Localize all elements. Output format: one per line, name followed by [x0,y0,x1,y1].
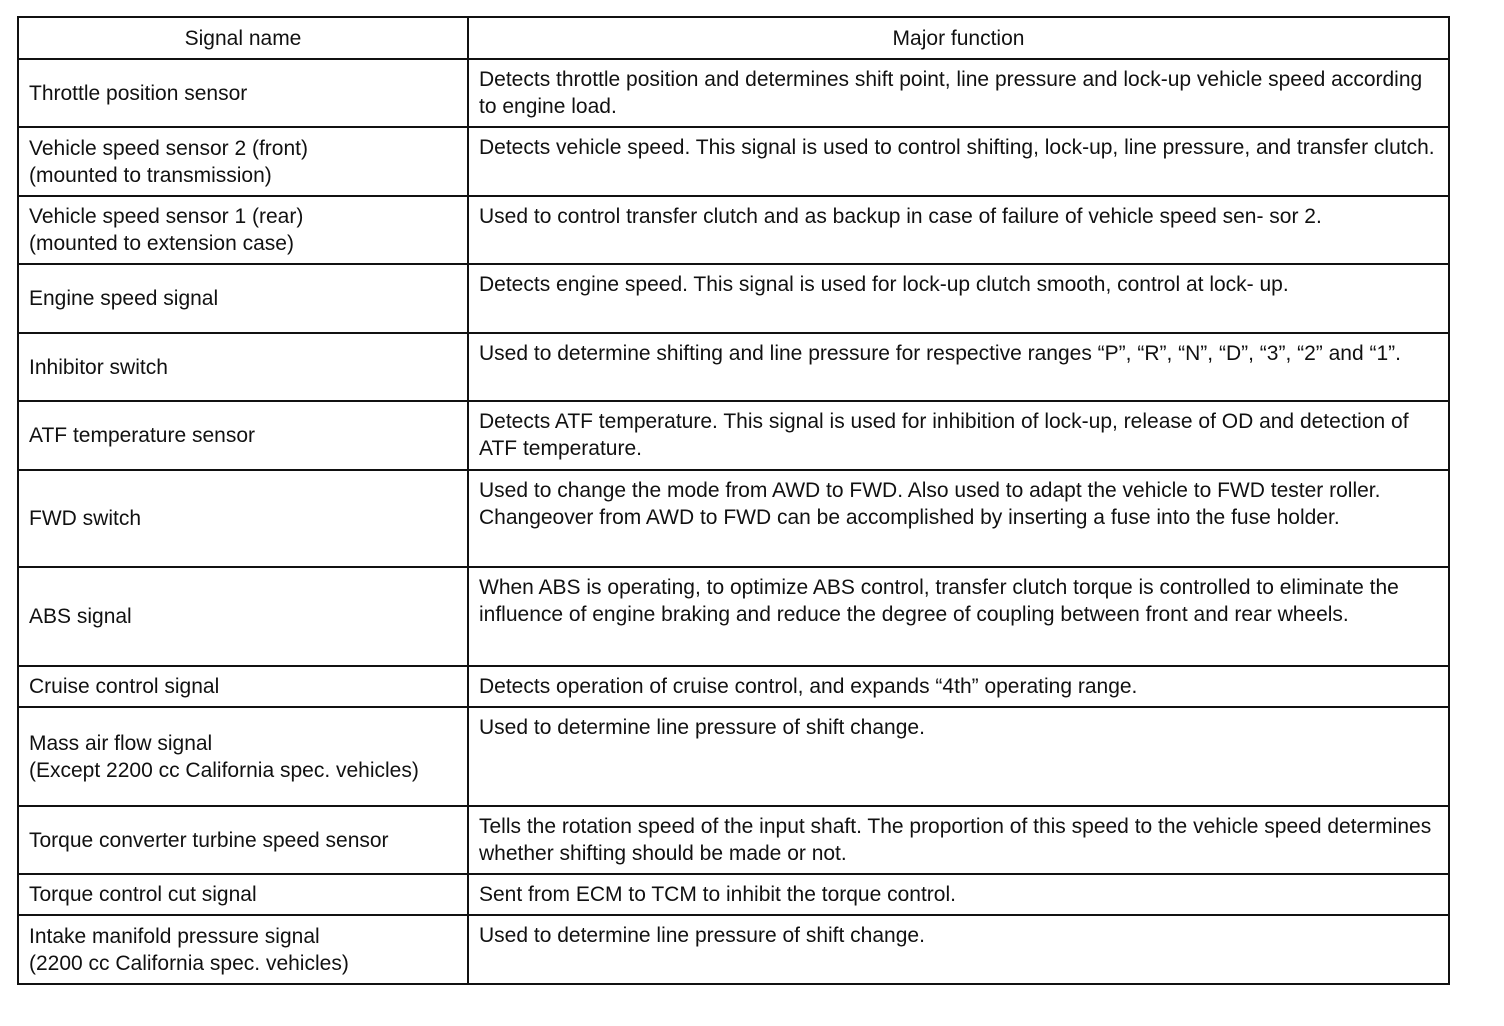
header-signal-name: Signal name [18,17,468,59]
header-major-function: Major function [468,17,1449,59]
signal-name-cell: Mass air flow signal (Except 2200 cc California spec. vehicles) [18,707,468,806]
table-row [18,470,1449,567]
signal-name-cell: Engine speed signal [18,264,468,333]
table-row [18,707,1449,806]
signal-name-cell: FWD switch [18,470,468,567]
table-row [18,806,1449,874]
signal-function-table [17,16,1450,985]
table-row [18,196,1449,264]
signal-name-cell: Vehicle speed sensor 1 (rear) (mounted to extension case) [18,196,468,264]
major-function-cell: Used to determine shifting and line pressure for respective ranges “P”, “R”, “N”, “D”, “3”, “2” and “1”. [468,333,1449,401]
signal-name-cell: Throttle position sensor [18,59,468,127]
table-row [18,59,1449,127]
major-function-cell: Tells the rotation speed of the input shaft. The proportion of this speed to the vehicle speed determines whether shifting should be made or not. [468,806,1449,874]
table-row [18,666,1449,707]
table-row [18,567,1449,666]
signal-name-cell: Torque converter turbine speed sensor [18,806,468,874]
signal-name-cell: Cruise control signal [18,666,468,707]
major-function-cell: Sent from ECM to TCM to inhibit the torque control. [468,874,1449,915]
table-header-row [18,17,1449,59]
signal-name-cell: Vehicle speed sensor 2 (front) (mounted to transmission) [18,127,468,196]
major-function-cell: Detects engine speed. This signal is used for lock-up clutch smooth, control at lock- up. [468,264,1449,333]
major-function-cell: Detects operation of cruise control, and expands “4th” operating range. [468,666,1449,707]
major-function-cell: Detects vehicle speed. This signal is used to control shifting, lock-up, line pressure, and transfer clutch. [468,127,1449,196]
major-function-cell: Used to change the mode from AWD to FWD. Also used to adapt the vehicle to FWD tester roller. Changeover from AWD to FWD can be accomplished by inserting a fuse into the fuse holder. [468,470,1449,567]
table-row [18,264,1449,333]
signal-name-cell: Intake manifold pressure signal (2200 cc California spec. vehicles) [18,915,468,984]
major-function-cell: When ABS is operating, to optimize ABS control, transfer clutch torque is controlled to eliminate the influence of engine braking and reduce the degree of coupling between front and rear wheels. [468,567,1449,666]
signal-name-cell: ATF temperature sensor [18,401,468,470]
major-function-cell: Used to determine line pressure of shift change. [468,915,1449,984]
signal-name-cell: Torque control cut signal [18,874,468,915]
table-row [18,127,1449,196]
signal-name-cell: ABS signal [18,567,468,666]
major-function-cell: Detects ATF temperature. This signal is used for inhibition of lock-up, release of OD and detection of ATF temperature. [468,401,1449,470]
table-row [18,333,1449,401]
signal-name-cell: Inhibitor switch [18,333,468,401]
table-row [18,915,1449,984]
table-row [18,401,1449,470]
table-row [18,874,1449,915]
major-function-cell: Used to determine line pressure of shift change. [468,707,1449,806]
major-function-cell: Used to control transfer clutch and as backup in case of failure of vehicle speed sen- sor 2. [468,196,1449,264]
major-function-cell: Detects throttle position and determines shift point, line pressure and lock-up vehicle speed according to engine load. [468,59,1449,127]
